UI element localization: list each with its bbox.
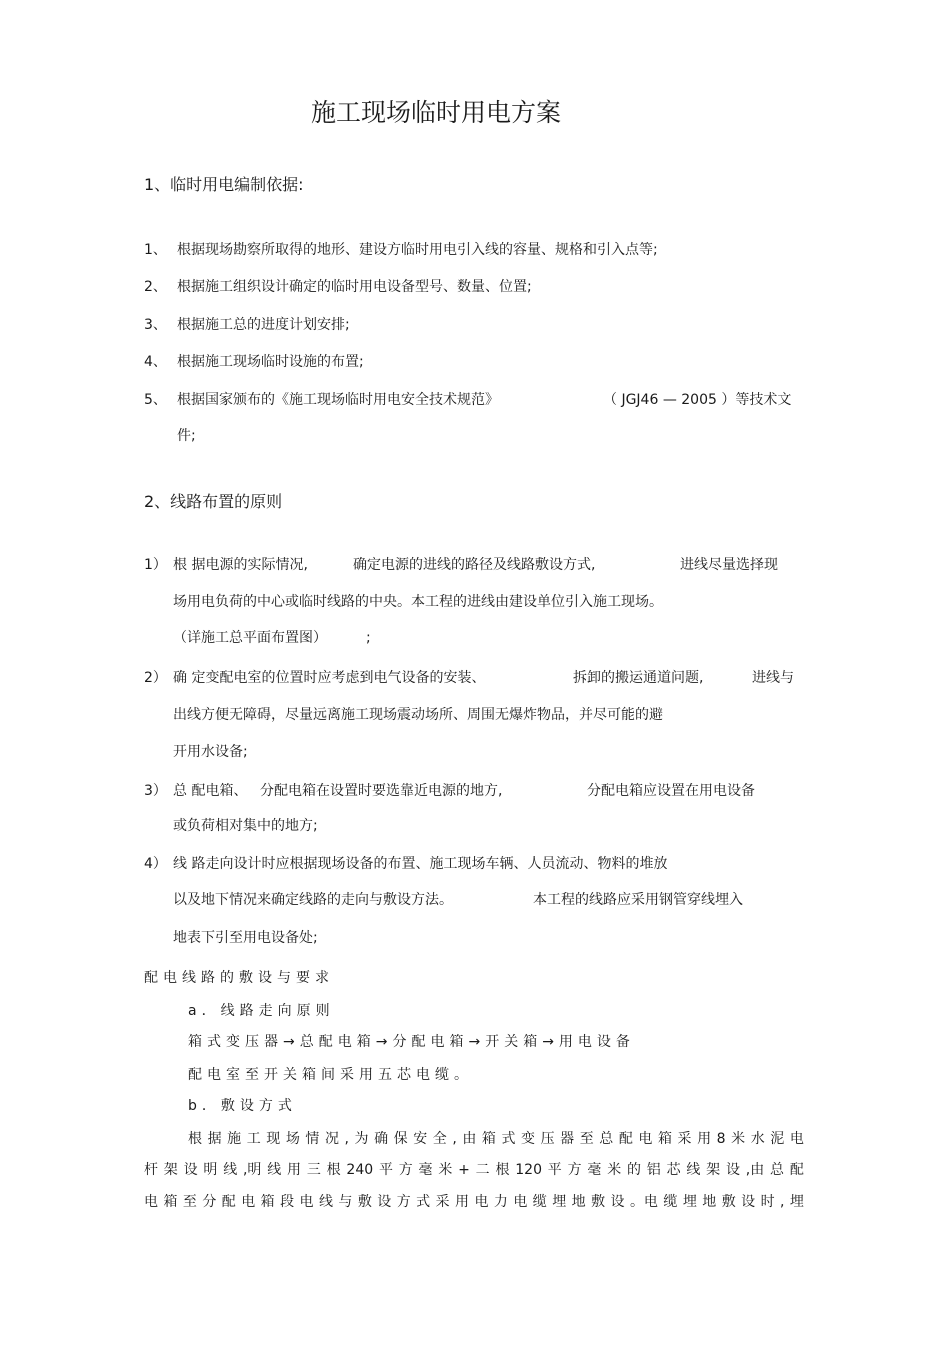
paragraph-token: 方 — [567, 1162, 582, 1178]
paragraph-token: 配 — [618, 1131, 633, 1147]
paragraph-token: 架 — [163, 1162, 178, 1178]
paragraph-token: 架 — [706, 1162, 721, 1178]
list-item-text: 地表下引至用电设备处; — [173, 930, 318, 946]
paragraph-token: 方 — [398, 1162, 413, 1178]
paragraph-token: 埋 — [682, 1194, 697, 1210]
paragraph-token: 芯 — [666, 1162, 681, 1178]
list-item-number: 3、 — [144, 317, 167, 333]
paragraph-token: 箱 — [481, 1131, 496, 1147]
paragraph-token: 二 — [475, 1162, 490, 1178]
paragraph-token: 至 — [579, 1131, 594, 1147]
paragraph-token: 的 — [626, 1162, 641, 1178]
paragraph-token: 段 — [280, 1194, 295, 1210]
paragraph-token: 现 — [266, 1131, 281, 1147]
list-item-text: 根据国家颁布的《施工现场临时用电安全技术规范》 — [177, 392, 499, 408]
list-item-text: 进线与 — [752, 670, 794, 686]
paragraph-token: 况 — [324, 1131, 339, 1147]
list-item-text: 根据施工总的进度计划安排; — [177, 317, 350, 333]
paragraph-token: 电 — [513, 1194, 528, 1210]
paragraph-token: 埋 — [789, 1194, 804, 1210]
paragraph-token: 用 — [455, 1194, 469, 1210]
list-item-text: 总 配电箱、 — [173, 783, 248, 799]
paragraph-token: 设 — [741, 1194, 756, 1210]
paragraph-token: 。电 — [629, 1194, 658, 1210]
list-item-text: 本工程的线路应采用钢管穿线埋入 — [533, 892, 743, 908]
paragraph-token: 全 — [432, 1131, 447, 1147]
paragraph-token: 地 — [702, 1194, 717, 1210]
paragraph-token: 线 — [267, 1162, 282, 1178]
paragraph-token: 确 — [374, 1131, 389, 1147]
paragraph-token: 铝 — [646, 1162, 661, 1178]
paragraph-token: 水 — [750, 1131, 765, 1147]
paragraph-token: 平 — [547, 1162, 562, 1178]
list-item-text: 分配电箱在设置时要选靠近电源的地方, — [260, 783, 503, 799]
paragraph-token: 明 — [203, 1162, 218, 1178]
paragraph-token: 线 — [318, 1194, 333, 1210]
list-item-text: 拆卸的搬运通道问题, — [573, 670, 704, 686]
distribution-flow-text: 箱式变压器→总配电箱→分配电箱→开关箱→用电设备 — [188, 1034, 635, 1050]
paragraph-token: 箱 — [163, 1194, 178, 1210]
list-item-number: 5、 — [144, 392, 167, 408]
paragraph-token: 米 — [731, 1131, 746, 1147]
paragraph-token: 保 — [393, 1131, 408, 1147]
list-item-number: 4、 — [144, 354, 167, 370]
section1-heading: 1、临时用电编制依据: — [144, 175, 304, 194]
list-item-text: 根据现场勘察所取得的地形、建设方临时用电引入线的容量、规格和引入点等; — [177, 242, 658, 258]
paragraph-token: 线 — [686, 1162, 701, 1178]
paragraph-token: 毫 — [587, 1162, 602, 1178]
paragraph-token: 缆 — [532, 1194, 547, 1210]
paragraph-token: , — [344, 1131, 349, 1147]
subheading-laying-method: b．敷设方式 — [188, 1098, 297, 1114]
paragraph-line — [188, 1132, 804, 1146]
paragraph-token: ,明 — [242, 1162, 262, 1178]
list-item-number: 2、 — [144, 279, 167, 295]
list-item-text: 根据施工现场临时设施的布置; — [177, 354, 364, 370]
paragraph-token: 为 — [354, 1131, 369, 1147]
paragraph-token: 毫 — [418, 1162, 433, 1178]
paragraph-token: 式 — [501, 1131, 516, 1147]
paragraph-token: 120 — [515, 1162, 542, 1178]
paragraph-token: 米 — [607, 1162, 622, 1178]
paragraph-token: 根 — [326, 1162, 341, 1178]
paragraph-token: 敷 — [591, 1194, 606, 1210]
subheading-route-principle: a．线路走向原则 — [188, 1003, 335, 1019]
paragraph-token: + — [458, 1162, 470, 1178]
paragraph-token: 电 — [144, 1194, 158, 1210]
list-item-text: 根据施工组织设计确定的临时用电设备型号、数量、位置; — [177, 279, 532, 295]
paragraph-token: 用 — [697, 1131, 712, 1147]
paragraph-token: 三 — [306, 1162, 321, 1178]
list-item-text: 或负荷相对集中的地方; — [173, 818, 318, 834]
list-item-number: 2） — [144, 670, 167, 686]
list-item-text-standard-code: （ JGJ46 — 2005 ）等技术文 — [603, 392, 792, 408]
paragraph-token: 安 — [413, 1131, 428, 1147]
paragraph-token: 据 — [207, 1131, 222, 1147]
paragraph-token: 配 — [789, 1162, 804, 1178]
list-item-text: 出线方便无障碍，尽量远离施工现场震动场所、周围无爆炸物品，并尽可能的避 — [173, 707, 663, 723]
paragraph-token: 采 — [677, 1131, 692, 1147]
paragraph-token: 压 — [540, 1131, 555, 1147]
paragraph-token: 电 — [241, 1194, 256, 1210]
paragraph-token: 240 — [346, 1162, 374, 1178]
paragraph-token: 米 — [438, 1162, 453, 1178]
list-item-text: 以及地下情况来确定线路的走向与敷设方法。 — [173, 892, 453, 908]
paragraph-token: , — [452, 1131, 457, 1147]
paragraph-token: 力 — [493, 1194, 508, 1210]
section2-heading: 2、线路布置的原则 — [144, 492, 283, 511]
section3-heading: 配电线路的敷设与要求 — [144, 970, 334, 986]
list-item-text: 线 路走向设计时应根据现场设备的布置、施工现场车辆、人员流动、物料的堆放 — [173, 856, 668, 872]
list-item-number: 4） — [144, 856, 167, 872]
paragraph-token: 敷 — [357, 1194, 372, 1210]
paragraph-token: 设 — [377, 1194, 392, 1210]
paragraph-token: 敷 — [721, 1194, 736, 1210]
paragraph-token: 箱 — [657, 1131, 672, 1147]
paragraph-token: 电 — [638, 1131, 653, 1147]
list-item-number: 1、 — [144, 242, 167, 258]
paragraph-token: 用 — [287, 1162, 302, 1178]
paragraph-token: 情 — [305, 1131, 320, 1147]
list-item-text-continuation: 件; — [177, 428, 196, 444]
paragraph-token: 根 — [188, 1131, 202, 1147]
paragraph-line — [144, 1195, 804, 1209]
paragraph-token: 电 — [789, 1131, 804, 1147]
paragraph-token: 设 — [610, 1194, 625, 1210]
list-item-text: 根 据电源的实际情况, — [173, 557, 308, 573]
paragraph-token: 地 — [571, 1194, 586, 1210]
paragraph-token: 泥 — [770, 1131, 785, 1147]
paragraph-token: 8 — [716, 1131, 726, 1147]
paragraph-token: 器 — [560, 1131, 575, 1147]
cable-requirement-text: 配电室至开关箱间采用五芯电缆。 — [188, 1067, 473, 1083]
paragraph-token: 与 — [338, 1194, 353, 1210]
paragraph-token: 采 — [435, 1194, 450, 1210]
paragraph-token: 设 — [725, 1162, 740, 1178]
paragraph-token: 杆 — [144, 1162, 158, 1178]
paragraph-token: 时 — [760, 1194, 775, 1210]
paragraph-token: 电 — [299, 1194, 314, 1210]
paragraph-token: 至 — [182, 1194, 197, 1210]
paragraph-token: 由 — [462, 1131, 477, 1147]
list-item-text: 分配电箱应设置在用电设备 — [587, 783, 755, 799]
list-item-text: （详施工总平面布置图） — [173, 630, 327, 646]
list-item-text: 场用电负荷的中心或临时线路的中央。本工程的进线由建设单位引入施工现场。 — [173, 594, 663, 610]
paragraph-token: 施 — [227, 1131, 242, 1147]
list-item-text: 确 定变配电室的位置时应考虑到电气设备的安装、 — [173, 670, 486, 686]
paragraph-token: 设 — [183, 1162, 198, 1178]
paragraph-token: 总 — [599, 1131, 614, 1147]
paragraph-token: 场 — [285, 1131, 300, 1147]
paragraph-token: 线 — [223, 1162, 238, 1178]
paragraph-token: 平 — [378, 1162, 393, 1178]
paragraph-token: 变 — [521, 1131, 536, 1147]
paragraph-token: 埋 — [552, 1194, 567, 1210]
paragraph-token: 总 — [770, 1162, 785, 1178]
list-item-number: 1） — [144, 557, 167, 573]
list-item-text: 进线尽量选择现 — [680, 557, 778, 573]
paragraph-token: 分 — [202, 1194, 217, 1210]
paragraph-line — [144, 1163, 804, 1177]
paragraph-token: ,由 — [745, 1162, 765, 1178]
list-item-text: 开用水设备; — [173, 744, 248, 760]
paragraph-token: 箱 — [260, 1194, 275, 1210]
paragraph-token: 缆 — [663, 1194, 678, 1210]
list-item-number: 3） — [144, 783, 167, 799]
paragraph-token: , — [780, 1194, 785, 1210]
paragraph-token: 电 — [474, 1194, 489, 1210]
list-item-text: ; — [366, 630, 371, 646]
paragraph-token: 方 — [396, 1194, 411, 1210]
paragraph-token: 配 — [221, 1194, 236, 1210]
paragraph-token: 根 — [495, 1162, 510, 1178]
list-item-text: 确定电源的进线的路径及线路敷设方式, — [353, 557, 596, 573]
page-title: 施工现场临时用电方案 — [311, 98, 562, 127]
paragraph-token: 工 — [246, 1131, 261, 1147]
paragraph-token: 式 — [416, 1194, 431, 1210]
